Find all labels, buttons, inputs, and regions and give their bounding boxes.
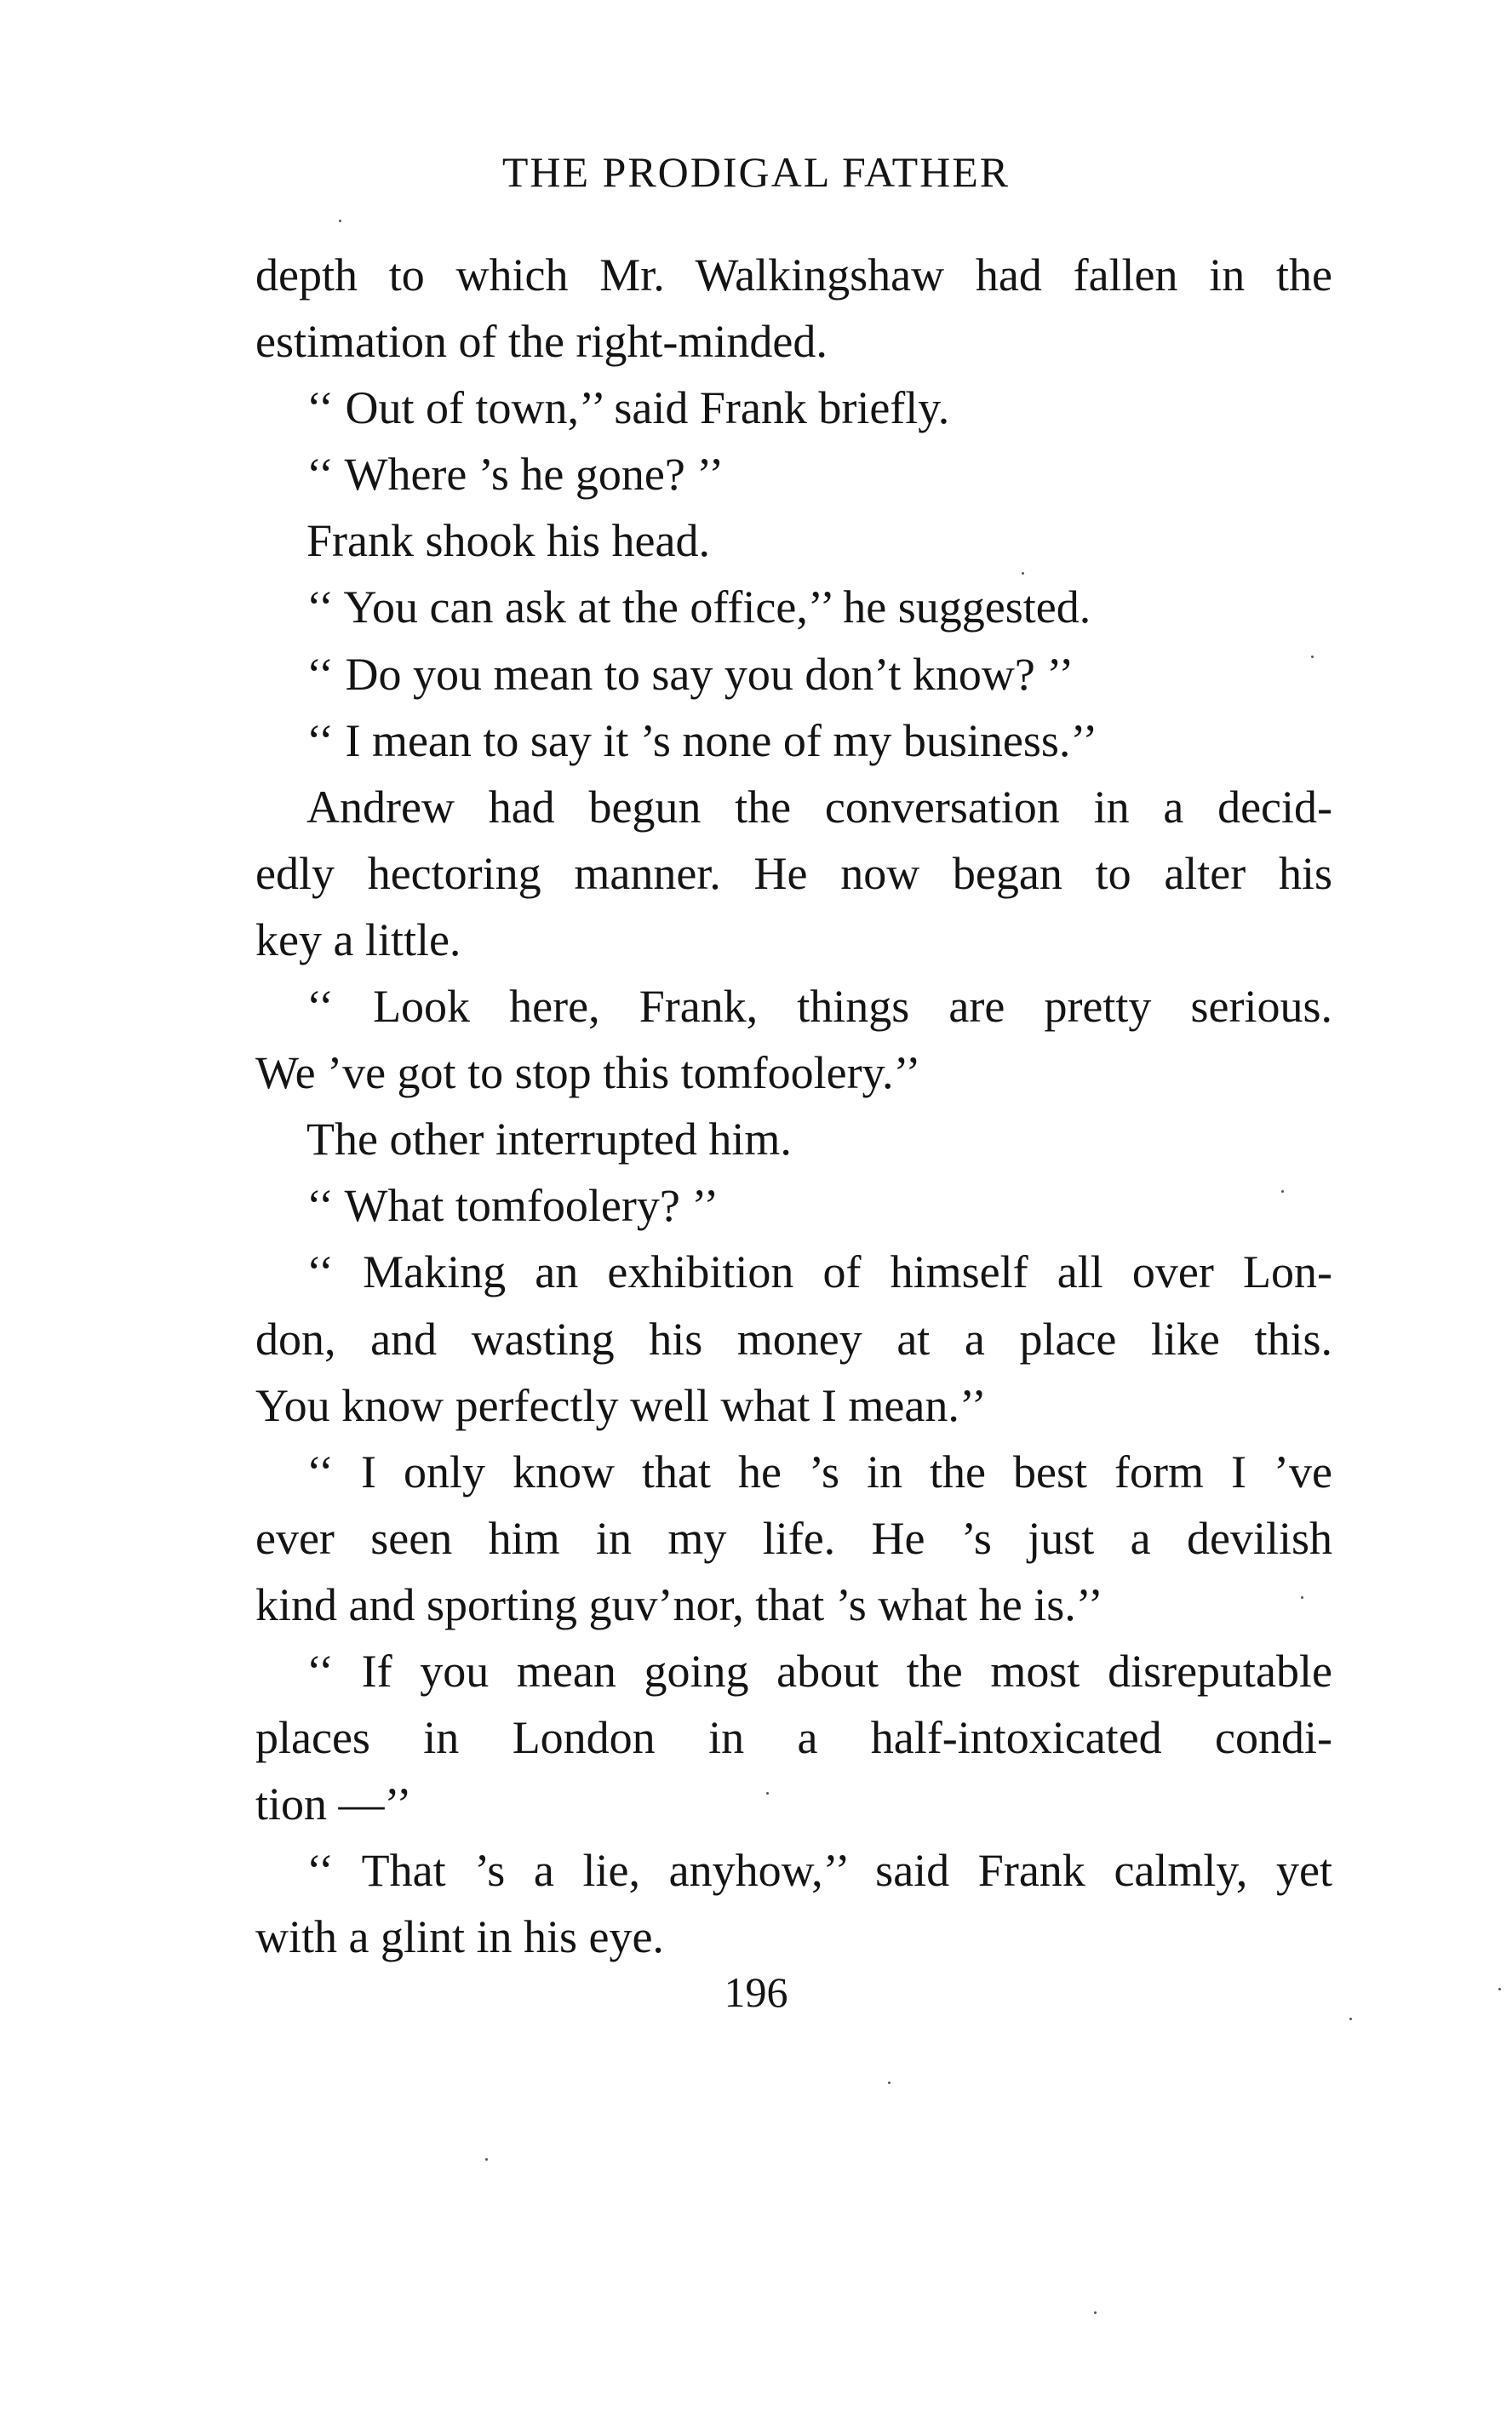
text-line: ever seen him in my life. He ’s just a devilish	[255, 1512, 1332, 1564]
paper-speck	[1311, 656, 1314, 658]
text-line: Frank shook his head.	[306, 515, 710, 567]
text-line: edly hectoring manner. He now began to alter his	[255, 847, 1332, 899]
running-head: THE PRODIGAL FATHER	[501, 148, 1011, 196]
paper-speck	[888, 2082, 891, 2084]
text-line: ‘‘ Making an exhibition of himself all over Lon-	[306, 1246, 1332, 1298]
page-number: 196	[724, 1968, 788, 2016]
text-line: ‘‘ Do you mean to say you don’t know? ’’	[306, 648, 1074, 700]
paper-speck	[1349, 2018, 1352, 2020]
text-line: You know perfectly well what I mean.’’	[255, 1379, 987, 1431]
body-text	[255, 242, 1332, 1970]
text-line: tion —’’	[255, 1778, 412, 1830]
text-line: key a little.	[255, 913, 461, 965]
text-line: with a glint in his eye.	[255, 1911, 664, 1963]
text-line: estimation of the right-minded.	[255, 316, 828, 368]
text-line: ‘‘ Out of town,’’ said Frank briefly.	[306, 382, 950, 434]
paper-speck	[766, 1792, 769, 1795]
text-line: ‘‘ What tomfoolery? ’’	[306, 1180, 719, 1232]
paper-speck	[1022, 572, 1024, 575]
text-line: We ’ve got to stop this tomfoolery.’’	[255, 1047, 921, 1099]
paper-speck	[339, 220, 341, 222]
text-line: ‘‘ I mean to say it ’s none of my business.’’	[306, 714, 1098, 766]
paper-speck	[1498, 1988, 1501, 1990]
text-line: ‘‘ If you mean going about the most disreputable	[306, 1645, 1332, 1697]
text-line: Andrew had begun the conversation in a decid-	[306, 781, 1332, 833]
text-line: ‘‘ You can ask at the office,’’ he suggested.	[306, 581, 1091, 633]
text-line: don, and wasting his money at a place like this.	[255, 1313, 1332, 1365]
text-line: places in London in a half-intoxicated condi-	[255, 1712, 1332, 1764]
text-line: ‘‘ Where ’s he gone? ’’	[306, 449, 724, 501]
text-line: ‘‘ Look here, Frank, things are pretty serious.	[306, 981, 1332, 1033]
paper-speck	[1094, 2311, 1097, 2314]
text-line: ‘‘ That ’s a lie, anyhow,’’ said Frank calmly, yet	[306, 1845, 1332, 1897]
text-line: kind and sporting guv’nor, that ’s what he is.’’	[255, 1578, 1103, 1630]
text-line: ‘‘ I only know that he ’s in the best form I ’ve	[306, 1446, 1332, 1498]
text-line: depth to which Mr. Walkingshaw had fallen in the	[255, 249, 1332, 301]
text-line: The other interrupted him.	[306, 1114, 792, 1165]
paper-speck	[1281, 1190, 1284, 1193]
paper-speck	[1301, 1596, 1303, 1599]
paper-speck	[485, 2158, 488, 2161]
